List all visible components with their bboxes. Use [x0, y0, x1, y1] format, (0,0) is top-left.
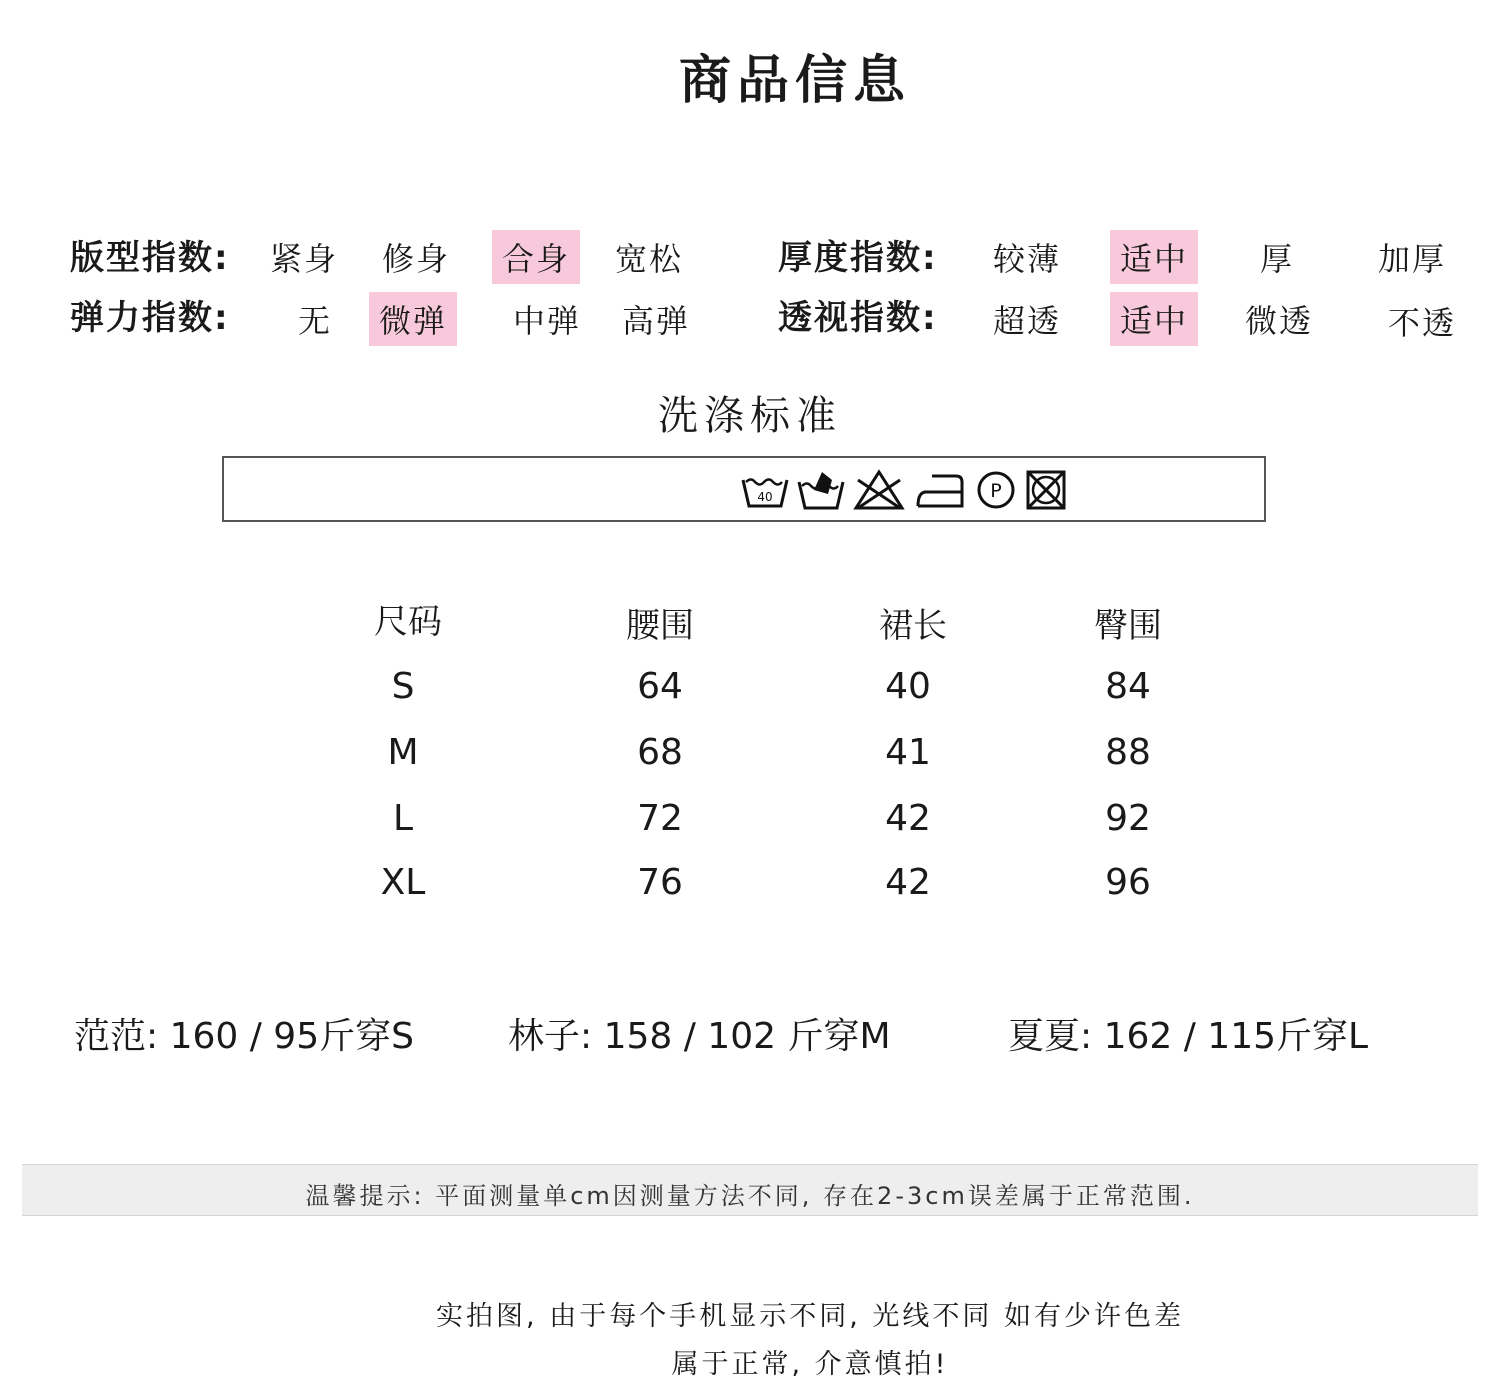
elasticity-option: 中弹 — [513, 302, 582, 340]
fit-option: 修身 — [382, 240, 451, 278]
fit-option-selected: 合身 — [492, 230, 580, 284]
hand-wash-icon — [796, 468, 846, 512]
table-header-waist: 腰围 — [626, 606, 694, 646]
fit-option: 宽松 — [615, 240, 684, 278]
elasticity-option-selected: 微弹 — [369, 292, 457, 346]
page-title: 商品信息 — [678, 51, 911, 111]
model-fit-reference: 林子: 158 / 102 斤穿M — [508, 1016, 891, 1057]
model-fit-reference: 夏夏: 162 / 115斤穿L — [1008, 1016, 1369, 1057]
table-cell: 40 — [885, 666, 931, 707]
table-cell: 72 — [637, 798, 683, 839]
table-cell: L — [392, 798, 414, 839]
table-cell: 84 — [1105, 666, 1151, 707]
svg-text:P: P — [990, 480, 1002, 502]
table-cell: 41 — [885, 732, 931, 773]
no-bleach-icon — [852, 468, 906, 512]
table-cell: S — [391, 666, 415, 707]
table-cell: 42 — [885, 798, 931, 839]
care-symbols — [222, 464, 1500, 516]
elasticity-option: 无 — [298, 302, 333, 340]
table-cell: 96 — [1105, 862, 1151, 903]
table-header-length: 裙长 — [879, 606, 947, 646]
transparency-option: 微透 — [1245, 302, 1314, 340]
thickness-option: 较薄 — [993, 240, 1062, 278]
no-tumble-dry-icon — [1024, 468, 1068, 512]
table-header-hip: 臀围 — [1094, 606, 1162, 646]
thickness-option-selected: 适中 — [1110, 230, 1198, 284]
transparency-option: 不透 — [1388, 304, 1457, 342]
iron-icon — [912, 468, 968, 512]
color-disclaimer-line-2: 属于正常, 介意慎拍! — [671, 1349, 949, 1380]
table-cell: 42 — [885, 862, 931, 903]
wash-40-icon — [740, 468, 790, 512]
measurement-notice: 温馨提示: 平面测量单cm因测量方法不同, 存在2-3cm误差属于正常范围. — [305, 1182, 1195, 1210]
thickness-option: 加厚 — [1378, 240, 1447, 278]
fit-index-label: 版型指数: — [70, 238, 230, 278]
table-cell: M — [387, 732, 419, 773]
dry-clean-p-icon — [974, 468, 1018, 512]
care-section-title: 洗涤标准 — [658, 393, 842, 439]
thickness-option: 厚 — [1260, 240, 1295, 278]
table-cell: 64 — [637, 666, 683, 707]
transparency-option-selected: 适中 — [1110, 292, 1198, 346]
table-cell: 76 — [637, 862, 683, 903]
table-header-size: 尺码 — [374, 602, 442, 642]
transparency-index-label: 透视指数: — [778, 298, 938, 338]
table-cell: XL — [380, 862, 426, 903]
table-cell: 88 — [1105, 732, 1151, 773]
thickness-index-label: 厚度指数: — [778, 238, 938, 278]
table-cell: 68 — [637, 732, 683, 773]
model-fit-reference: 范范: 160 / 95斤穿S — [74, 1016, 414, 1057]
elasticity-option: 高弹 — [622, 302, 691, 340]
transparency-option: 超透 — [993, 302, 1062, 340]
table-cell: 92 — [1105, 798, 1151, 839]
wash-temp-text: 40 — [757, 490, 773, 504]
color-disclaimer-line-1: 实拍图, 由于每个手机显示不同, 光线不同 如有少许色差 — [436, 1301, 1184, 1332]
elasticity-index-label: 弹力指数: — [70, 298, 230, 338]
fit-option: 紧身 — [270, 240, 339, 278]
